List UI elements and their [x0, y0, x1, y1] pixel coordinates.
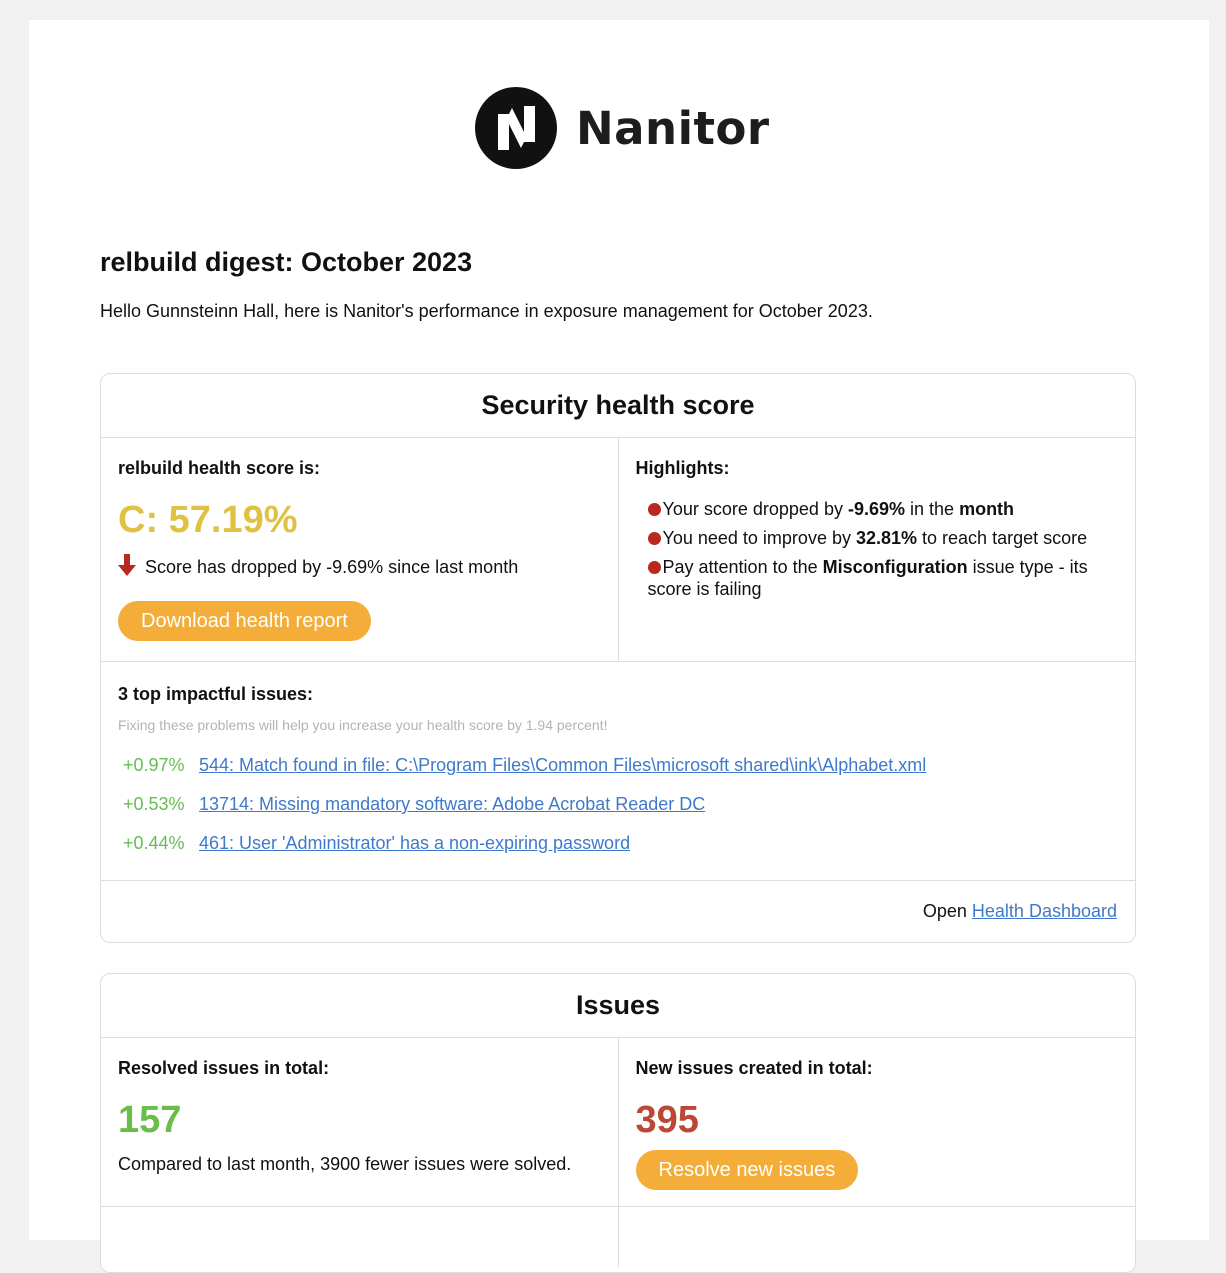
- health-dashboard-link[interactable]: Health Dashboard: [971, 901, 1117, 921]
- page-title: relbuild digest: October 2023: [100, 247, 473, 277]
- download-health-report-button[interactable]: Download health report: [118, 601, 371, 641]
- highlight-text: issue type - its score is failing: [647, 557, 1088, 599]
- highlight-bold: 32.81%: [855, 528, 918, 548]
- highlight-bold: -9.69%: [847, 499, 906, 519]
- new-issues-label: New issues created in total:: [635, 1058, 873, 1078]
- highlight-text: Your score dropped by: [662, 499, 848, 519]
- resolved-compare-text: Compared to last month, 3900 fewer issues were solved.: [118, 1154, 572, 1174]
- highlight-text: Pay attention to the: [662, 557, 823, 577]
- nanitor-logo-icon: [474, 86, 558, 170]
- red-dot-icon: [648, 503, 661, 516]
- resolved-issues-value: 157: [118, 1099, 182, 1141]
- issues-summary-row: [101, 1038, 1135, 1207]
- issue-impact: +0.44%: [123, 833, 185, 853]
- top-issues-hint: Fixing these problems will help you increase your health score by 1.94 percent!: [118, 717, 608, 733]
- health-score-value: C: 57.19%: [118, 499, 298, 541]
- top-issues-section: [101, 662, 1135, 881]
- health-score-label: relbuild health score is:: [118, 458, 321, 478]
- resolved-issues-panel: [101, 1038, 618, 1206]
- score-drop-line: [118, 554, 601, 581]
- issue-impact: +0.53%: [123, 794, 185, 814]
- top-issue-row: [123, 833, 1118, 854]
- highlight-text: You need to improve by: [662, 528, 856, 548]
- security-health-title: Security health score: [101, 374, 1135, 438]
- health-summary-row: [101, 438, 1135, 662]
- issue-link[interactable]: 544: Match found in file: C:\Program Files\Common Files\microsoft shared\ink\Alphabet.xml: [199, 755, 927, 775]
- email-page: [29, 20, 1209, 1240]
- issue-link[interactable]: 461: User 'Administrator' has a non-expiring password: [199, 833, 631, 853]
- issue-impact: +0.97%: [123, 755, 185, 775]
- issue-link[interactable]: 13714: Missing mandatory software: Adobe Acrobat Reader DC: [199, 794, 706, 814]
- highlights-list: [636, 498, 1119, 600]
- intro-text: Hello Gunnsteinn Hall, here is Nanitor's performance in exposure management for October 2023.: [100, 301, 873, 321]
- down-arrow-icon: [118, 554, 136, 581]
- new-issues-panel: [618, 1038, 1136, 1206]
- highlight-bold: month: [959, 499, 1015, 519]
- issues-title: Issues: [101, 974, 1135, 1038]
- issues-next-row: [101, 1207, 1135, 1267]
- issues-card: [100, 973, 1136, 1273]
- brand-name: Nanitor: [576, 101, 770, 155]
- highlight-item: [648, 527, 1119, 549]
- resolve-new-issues-button[interactable]: Resolve new issues: [636, 1150, 859, 1190]
- highlight-text: in the: [905, 499, 960, 519]
- top-issue-row: [123, 755, 1118, 776]
- security-health-card: [100, 373, 1136, 943]
- open-prefix: Open: [922, 901, 972, 921]
- nanitor-logo: [474, 86, 770, 170]
- highlight-item: [648, 498, 1119, 520]
- new-issues-value: 395: [635, 1099, 699, 1141]
- issues-next-left: [101, 1207, 618, 1267]
- resolved-issues-label: Resolved issues in total:: [118, 1058, 330, 1078]
- health-score-panel: [101, 438, 618, 661]
- red-dot-icon: [648, 561, 661, 574]
- top-issues-label: 3 top impactful issues:: [118, 684, 314, 704]
- open-dashboard-line: [101, 881, 1135, 942]
- score-drop-text: Score has dropped by -9.69% since last month: [145, 557, 519, 577]
- highlights-label: Highlights:: [635, 458, 730, 478]
- top-issue-row: [123, 794, 1118, 815]
- issues-next-right: [618, 1207, 1136, 1267]
- highlight-bold: Misconfiguration: [822, 557, 968, 577]
- red-dot-icon: [648, 532, 661, 545]
- highlight-item: [648, 556, 1119, 600]
- highlights-panel: [618, 438, 1136, 661]
- highlight-text: to reach target score: [917, 528, 1088, 548]
